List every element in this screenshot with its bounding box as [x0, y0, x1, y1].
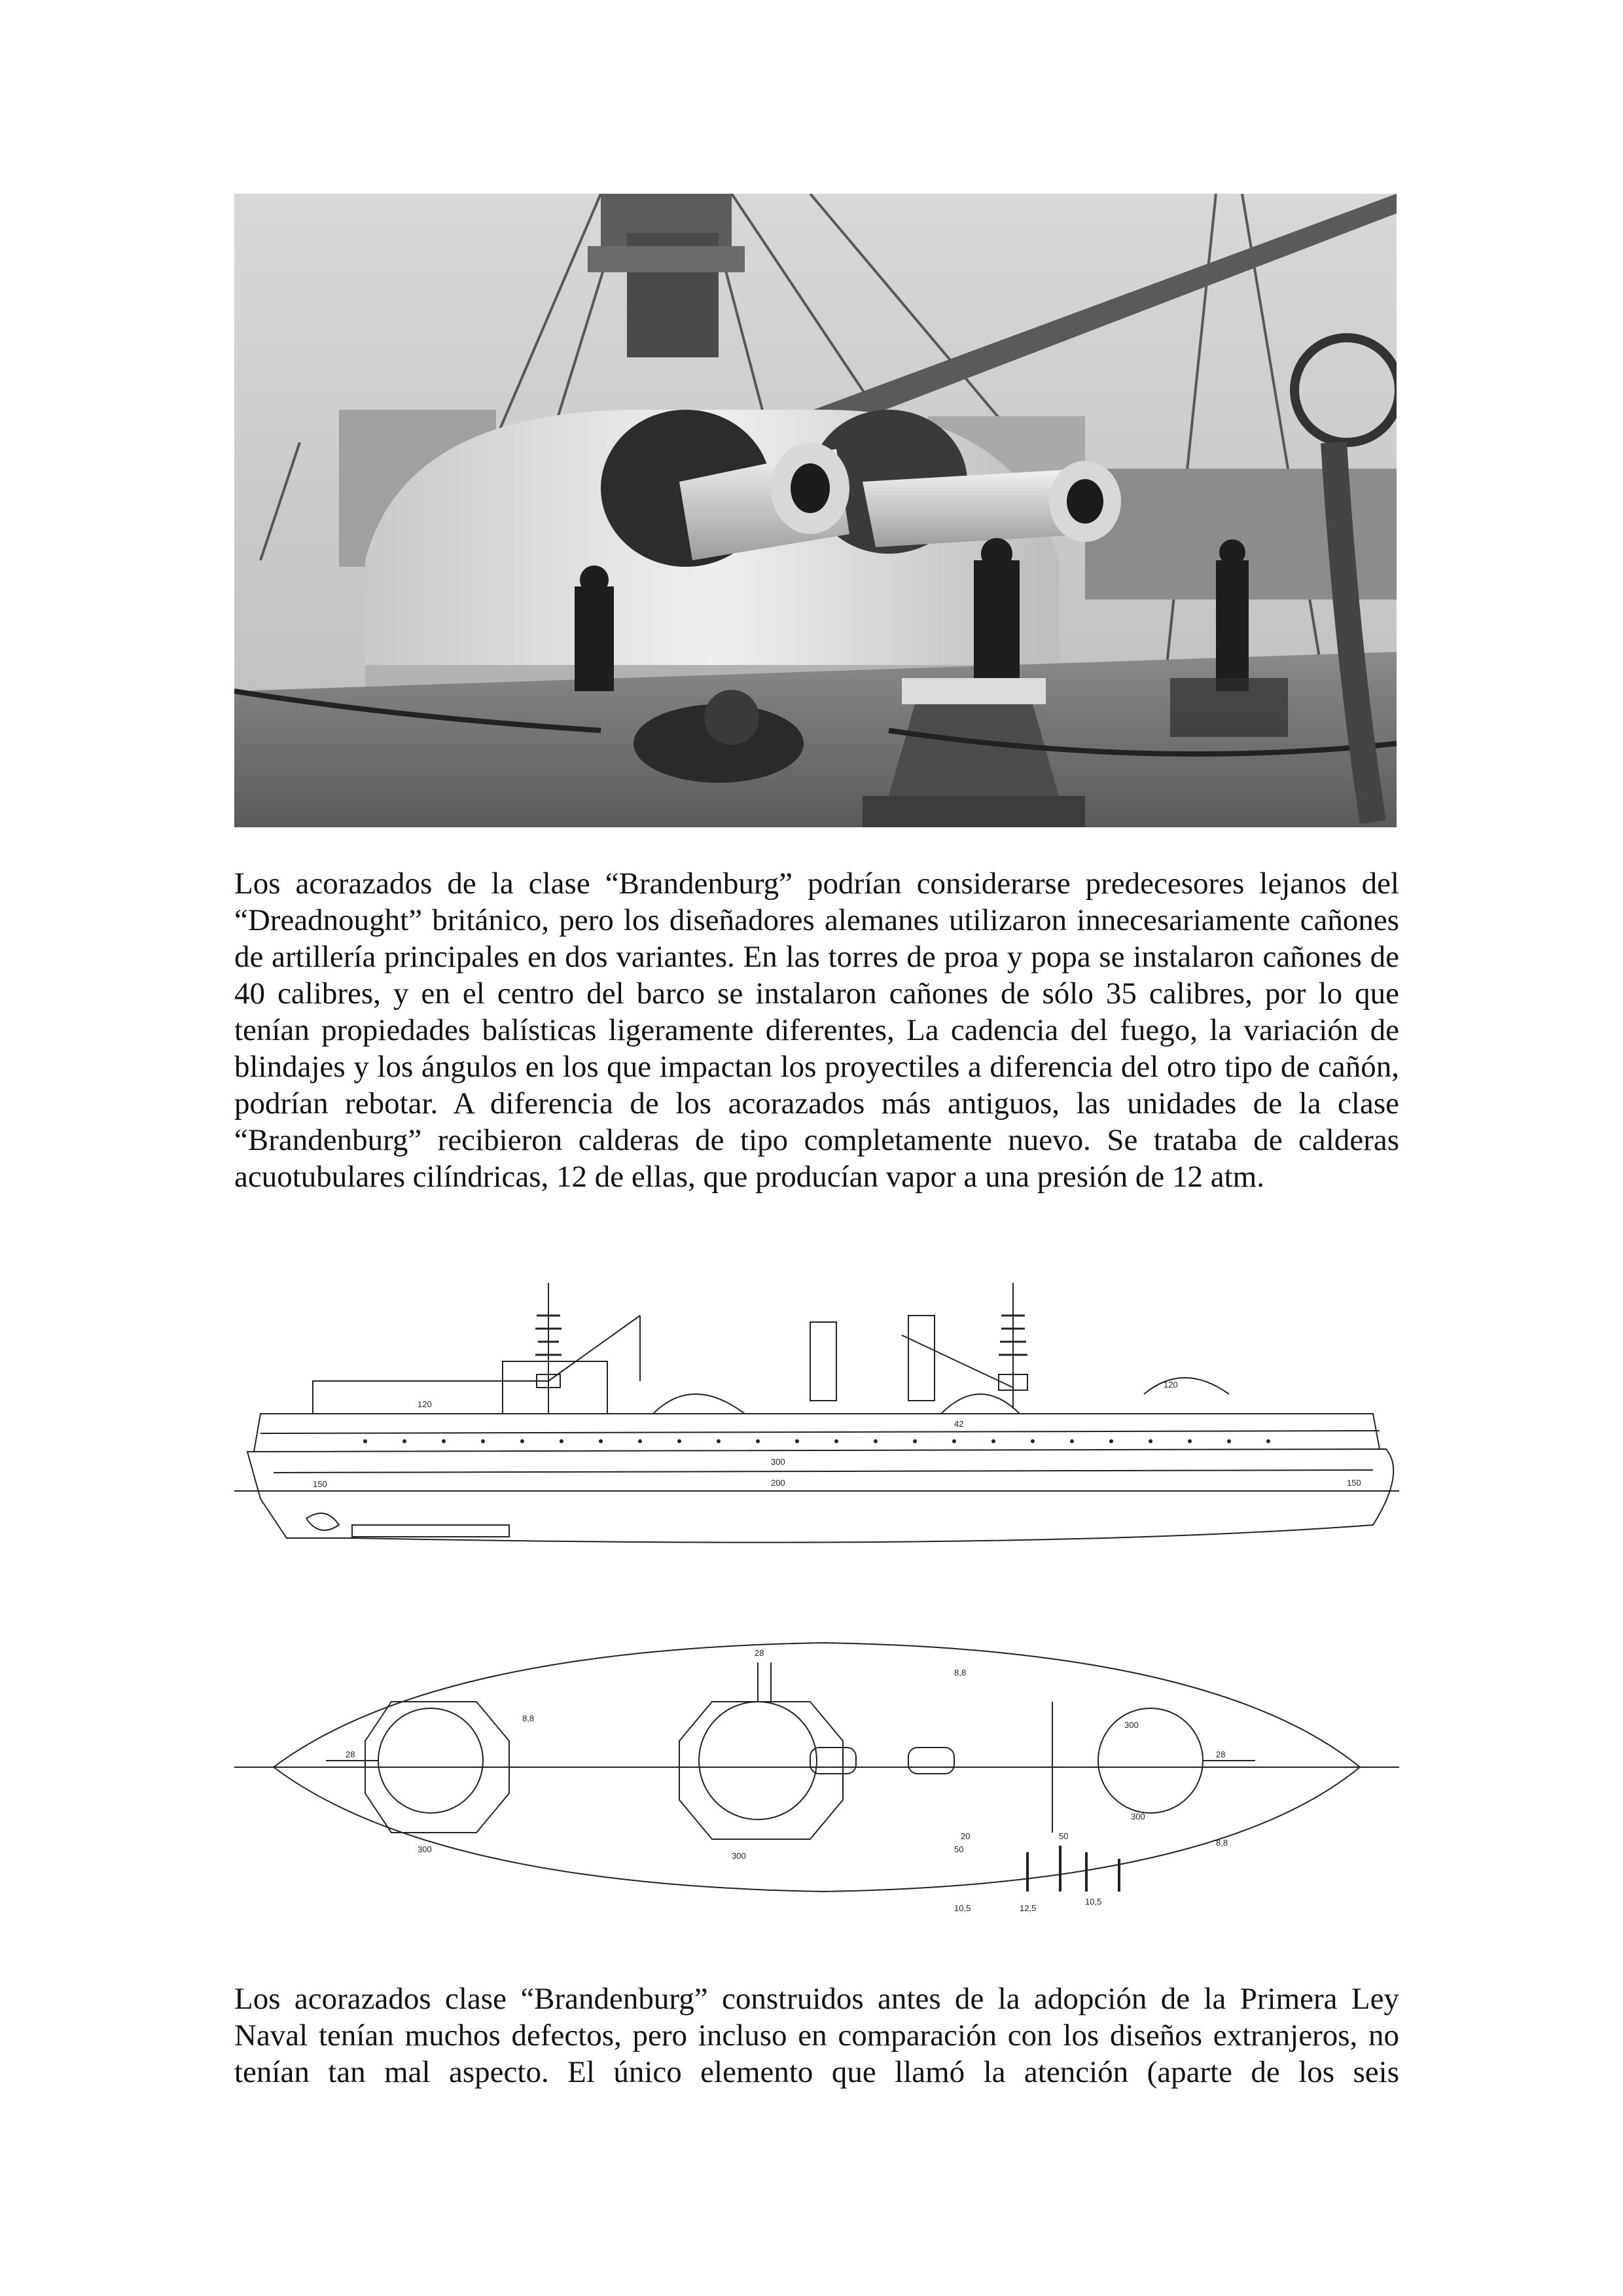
plan-label-12-5: 12,5: [1020, 1903, 1037, 1913]
ship-plan-view-drawing-icon: [234, 1623, 1399, 1950]
plan-label-28-aft: 28: [346, 1749, 355, 1759]
plan-label-50-a: 50: [954, 1844, 964, 1854]
ship-plan-view-drawing: [234, 1623, 1399, 1950]
side-label-150-aft: 150: [313, 1479, 327, 1489]
plan-label-8-8-b: 8,8: [954, 1668, 967, 1677]
plan-label-300-a: 300: [418, 1844, 432, 1854]
plan-label-28-fwd: 28: [1216, 1749, 1226, 1759]
side-label-120-aft: 120: [418, 1399, 432, 1409]
plan-label-300-b: 300: [732, 1851, 746, 1861]
battleship-turret-photo-icon: [234, 194, 1397, 827]
side-label-120-fwd: 120: [1164, 1380, 1178, 1390]
plan-label-28-mid: 28: [755, 1648, 764, 1658]
side-label-300: 300: [771, 1457, 785, 1467]
side-label-42: 42: [954, 1419, 964, 1429]
ship-side-profile-drawing: [234, 1276, 1399, 1617]
plan-label-8-8-a: 8,8: [522, 1713, 535, 1723]
ship-side-profile-drawing-icon: [234, 1276, 1399, 1617]
plan-label-300-d: 300: [1131, 1812, 1145, 1821]
paragraph-brandenburg-guns: Los acorazados de la clase “Brandenburg” podrían considerarse predecesores lejanos del “Dreadnought” británico, pero los diseñadores alemanes utilizaron innecesariamente cañones de artillería principales en dos variantes. En las torres de proa y popa se instalaron cañones de 40 calibres, y en el centro del barco se instalaron cañones de sólo 35 calibres, por lo que tenían propiedades balísticas ligeramente diferentes, La cadencia del fuego, la variación de blindajes y los ángulos en los que impactan los proyectiles a diferencia del otro tipo de cañón, podrían rebotar. A diferencia de los acorazados más antiguos, las unidades de la clase “Brandenburg” recibieron calderas de tipo completamente nuevo. Se trataba de calderas acuotubulares cilíndricas, 12 de ellas, que producían vapor a una presión de 12 atm.: [234, 867, 1399, 1194]
plan-label-10-5-a: 10,5: [954, 1903, 971, 1913]
side-label-150-fwd: 150: [1347, 1478, 1361, 1488]
plan-label-50-b: 50: [1059, 1831, 1069, 1841]
battleship-turret-photo: [234, 194, 1397, 827]
paragraph-first-naval-law: Los acorazados clase “Brandenburg” construidos antes de la adopción de la Primera Ley Naval tenían muchos defectos, pero incluso en comparación con los diseños extranjeros, no tenían tan mal aspecto. El único elemento que llamó la atención (aparte de los seis: [234, 1982, 1399, 2089]
plan-label-300-c: 300: [1124, 1720, 1139, 1730]
side-label-200: 200: [771, 1478, 785, 1488]
plan-label-10-5-b: 10,5: [1085, 1897, 1102, 1907]
plan-label-8-8-c: 8,8: [1216, 1838, 1228, 1848]
plan-label-20: 20: [961, 1831, 971, 1841]
